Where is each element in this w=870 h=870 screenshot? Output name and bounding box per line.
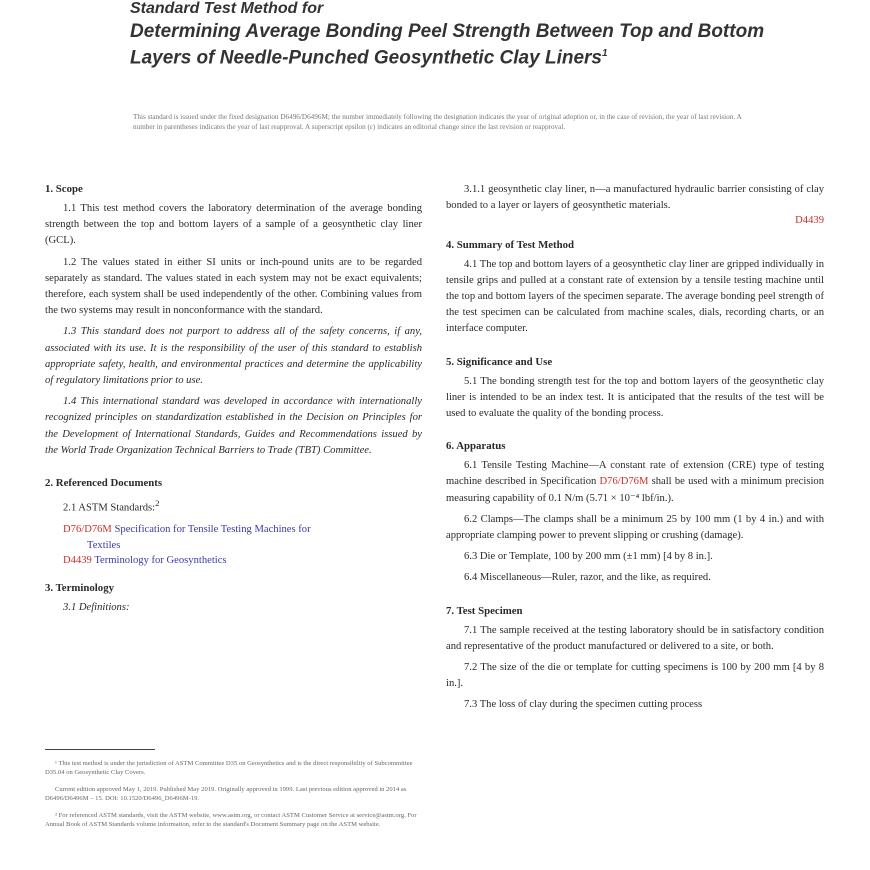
title-footnote-marker[interactable]: 1: [601, 48, 608, 59]
paragraph-5-1: 5.1 The bonding strength test for the top and bottom layers of the geosynthetic clay liner is intended to be an index test. It is anticipated that the results of the test will be used to evaluate the quality of the bonding process.: [446, 375, 824, 420]
title-block: [130, 0, 770, 69]
reference-title[interactable]: Specification for Tensile Testing Machines for: [114, 523, 311, 535]
footnote-marker-2[interactable]: 2: [155, 498, 160, 509]
section-heading-referenced-documents: 2. Referenced Documents: [45, 477, 163, 490]
paragraph-7-1: 7.1 The sample received at the testing laboratory should be in satisfactory condition and representative of the product manufactured or delivered to a site, or both.: [446, 624, 824, 652]
reference-code[interactable]: D4439: [63, 554, 92, 566]
reference-title[interactable]: Terminology for Geosynthetics: [94, 554, 227, 566]
paragraph-1-2: 1.2 The values stated in either SI units or inch-pound units are to be regarded separately as standard. The values stated in each system may not be exact equivalents; therefore, each system shall be used independently of the other. Combining values from the two systems may result in nonconformance with the standard.: [45, 256, 422, 317]
footnotes: [45, 749, 425, 837]
reference-d4439[interactable]: [63, 553, 422, 568]
section-heading-apparatus: 6. Apparatus: [446, 440, 506, 453]
inline-reference-d76[interactable]: D76/D76M: [599, 476, 649, 488]
paragraph-6-1-text-cont: shall be used with a minimum precision measuring capability of 0.1 N/m (5.71 × 10⁻⁴ lbf/in.).: [446, 476, 824, 504]
paragraph-2-1: [45, 495, 422, 517]
paragraph-1-4: 1.4 This international standard was developed in accordance with internationally recognized principles on standardization established in the Decision on Principles for the Development of International Standards, Guides and Recommendations issued by the World Trade Organization Technical Barriers to Trade (TBT) Committee.: [45, 396, 422, 456]
section-heading-summary: 4. Summary of Test Method: [446, 238, 575, 251]
footnote-divider: [45, 749, 155, 750]
paragraph-1-1: 1.1 This test method covers the laboratory determination of the average bonding strength between the top and bottom layers of a sample of a geosynthetic clay liner (GCL).: [45, 203, 422, 247]
title-kicker: Standard Test Method for: [130, 0, 324, 17]
footnote-1: ¹ This test method is under the jurisdiction of ASTM Committee D35 on Geosynthetics and is the direct responsibility of Subcommittee D35.04 on Geosynthetic Clay Covers.: [45, 760, 413, 776]
paragraph-7-3: 7.3 The loss of clay during the specimen cutting process: [464, 699, 703, 711]
paragraph-4-1: 4.1 The top and bottom layers of a geosynthetic clay liner are gripped individually in tensile grips and pulled at a constant rate of extension by a tensile testing machine until the top and bottom layers of the specimen separate. The average bonding peel strength of the test specimen can be calculated from machine scales, dials, recording charts, or an interface computer.: [446, 258, 824, 335]
paragraph-7-2: 7.2 The size of the die or template for cutting specimens is 100 by 200 mm [4 by 8 in.].: [446, 662, 824, 690]
reference-code[interactable]: D76/D76M: [63, 523, 112, 535]
footnote-2: ² For referenced ASTM standards, visit the ASTM website, www.astm.org, or contact ASTM Customer Service at service@astm.org. For Annual Book of ASTM Standards volume information, refer to the standard's Document Summary page on the ASTM website.: [45, 812, 417, 828]
designation-note: This standard is issued under the fixed designation D6496/D6496M; the number immediately following the designation indicates the year of original adoption or, in the case of revision, the year of last revision. A number in parentheses indicates the year of last reapproval. A superscript epsilon (ε) indicates an editorial change since the last revision or reapproval.: [133, 113, 742, 131]
paragraph-1-3: 1.3 This standard does not purport to address all of the safety concerns, if any, associated with its use. It is the responsibility of the user of this standard to establish appropriate safety, health, and environmental practices and determine the applicability of regulatory limitations prior to use.: [45, 326, 422, 387]
paragraph-6-2: 6.2 Clamps—The clamps shall be a minimum 25 by 100 mm (1 by 4 in.) and with appropriate clamping power to prevent slipping or crushing (damage).: [446, 513, 824, 542]
document-title: [130, 21, 770, 69]
paragraph-6-1: [446, 458, 824, 507]
terminology-source-tag[interactable]: D4439: [795, 215, 824, 227]
section-heading-scope: 1. Scope: [45, 183, 83, 195]
paragraph-2-1-text: 2.1 ASTM Standards:: [63, 502, 156, 514]
section-heading-terminology: 3. Terminology: [45, 581, 114, 594]
reference-title-continued[interactable]: Textiles: [87, 539, 121, 551]
paragraph-6-3: 6.3 Die or Template, 100 by 200 mm (±1 mm) [4 by 8 in.].: [464, 551, 713, 563]
left-column: [45, 182, 422, 621]
footnote-1-edition: Current edition approved May 1, 2019. Published May 2019. Originally approved in 1999. Last previous edition approved in 2014 as D6496/D6496M – 15. DOI: 10.1520/D6496_D6496M-19.: [45, 786, 407, 802]
section-heading-test-specimen: 7. Test Specimen: [446, 604, 523, 617]
right-column: [446, 182, 824, 719]
paragraph-3-1-1: 3.1.1 geosynthetic clay liner, n—a manufactured hydraulic barrier consisting of clay bonded to a layer or layers of geosynthetic materials.: [446, 184, 824, 212]
document-title-text: Determining Average Bonding Peel Strength Between Top and Bottom Layers of Needle-Punched Geosynthetic Clay Liners: [130, 21, 765, 69]
section-heading-significance: 5. Significance and Use: [446, 355, 553, 368]
reference-d76[interactable]: [63, 522, 422, 537]
paragraph-6-4: 6.4 Miscellaneous—Ruler, razor, and the like, as required.: [464, 572, 711, 584]
paragraph-3-1: 3.1 Definitions:: [63, 601, 130, 613]
paragraph-6-1-text: 6.1 Tensile Testing Machine—A constant rate of extension (CRE) type of testing machine described in Specification: [446, 460, 824, 488]
